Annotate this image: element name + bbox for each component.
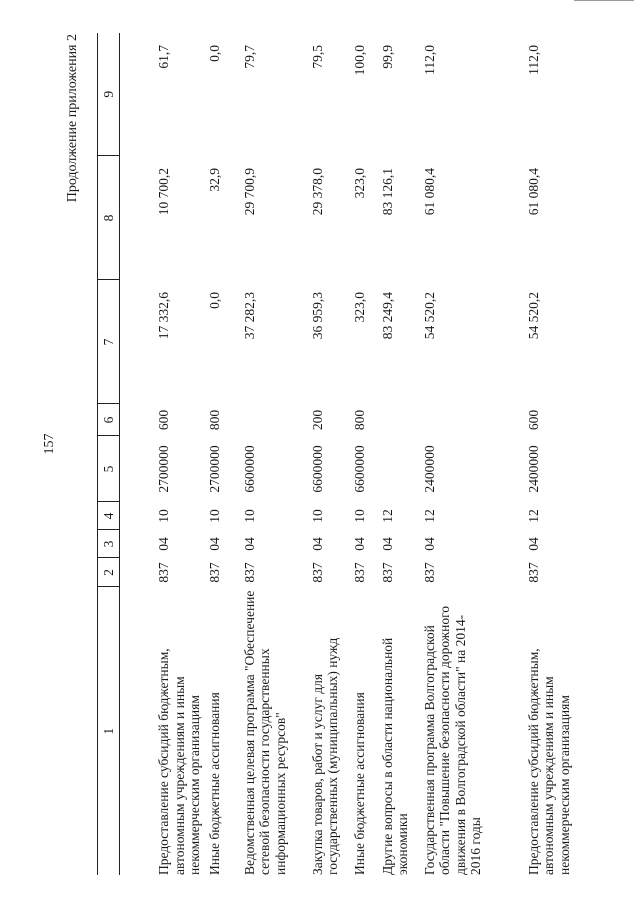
row-name: Иные бюджетные ассигнования: [351, 692, 367, 875]
col-8-value: 61 080,4: [421, 168, 437, 216]
col-6-value: 800: [351, 409, 367, 431]
col-3-value: 04: [241, 537, 257, 551]
col-6-value: 800: [206, 409, 222, 431]
col-3-value: 04: [421, 537, 437, 551]
col-8-value: 29 700,9: [241, 168, 257, 216]
table-row: [205, 33, 240, 875]
col-7-value: 17 332,6: [156, 292, 171, 340]
col-4-value: 12: [525, 509, 541, 523]
col-5-value: 6600000: [351, 445, 367, 493]
col-2-value: 837: [379, 562, 395, 583]
header-col-2: 2: [98, 558, 120, 587]
col-3-value: 04: [525, 537, 541, 551]
col-5-value: 2700000: [206, 445, 222, 493]
col-6-value: 600: [156, 409, 171, 431]
col-9-value: 112,0: [421, 45, 437, 75]
header-col-1: 1: [98, 587, 120, 875]
col-3-value: 04: [351, 537, 367, 551]
row-name: Другие вопросы в области национальной экономики: [379, 637, 410, 875]
table-row: [524, 33, 576, 875]
row-name: Закупка товаров, работ и услуг для государственных (муниципальных) нужд: [309, 637, 340, 875]
col-5-value: 2700000: [156, 445, 171, 493]
row-name: Иные бюджетные ассигнования: [206, 692, 222, 875]
col-2-value: 837: [206, 562, 222, 583]
col-5-value: 2400000: [525, 445, 541, 493]
col-4-value: 10: [351, 509, 367, 523]
row-name: Предоставление субсидий бюджетным, автономным учреждениям и иным некоммерческим организациям: [156, 648, 202, 875]
col-3-value: 04: [379, 537, 395, 551]
col-7-value: 37 282,3: [241, 292, 257, 340]
col-5-value: [378, 436, 420, 502]
col-4-value: 10: [156, 509, 171, 523]
col-5-value: 6600000: [241, 445, 257, 493]
col-8-value: 323,0: [351, 168, 367, 199]
col-3-value: 04: [156, 537, 171, 551]
col-7-value: 323,0: [351, 292, 367, 323]
table-row: [308, 33, 350, 875]
header-col-7: 7: [98, 280, 120, 404]
col-6-value: 200: [309, 409, 325, 431]
row-name: Ведомственная целевая программа "Обеспечение сетевой безопасности государственных информационных ресурсов": [241, 590, 288, 875]
budget-table: [97, 33, 576, 875]
col-5-value: 6600000: [309, 445, 325, 493]
col-3-value: 04: [206, 537, 222, 551]
table-row: [350, 33, 378, 875]
col-6-value: [378, 404, 420, 436]
scan-edge: [574, 0, 634, 4]
col-7-value: 83 249,4: [379, 292, 395, 340]
col-8-value: 32,9: [206, 168, 222, 192]
col-4-value: 10: [241, 509, 257, 523]
table-row: [240, 33, 308, 875]
col-4-value: 12: [379, 509, 395, 523]
header-col-3: 3: [98, 530, 120, 558]
col-9-value: 0,0: [206, 45, 222, 62]
col-8-value: 29 378,0: [309, 168, 325, 216]
col-3-value: 04: [309, 537, 325, 551]
col-4-value: 10: [206, 509, 222, 523]
header-col-6: 6: [98, 404, 120, 436]
col-9-value: 99,9: [379, 45, 395, 69]
table-row: [134, 33, 205, 875]
rotated-page-content: [15, 15, 625, 890]
col-2-value: 837: [241, 562, 257, 583]
col-7-value: 54 520,2: [525, 292, 541, 340]
page-number: 157: [42, 433, 57, 455]
col-9-value: 112,0: [525, 45, 541, 75]
col-6-value: 600: [525, 409, 541, 431]
col-6-value: [240, 404, 308, 436]
col-2-value: 837: [421, 562, 437, 583]
col-4-value: 12: [421, 509, 437, 523]
col-2-value: 837: [309, 562, 325, 583]
col-9-value: 79,5: [309, 45, 325, 69]
header-col-5: 5: [98, 436, 120, 502]
col-9-value: 61,7: [156, 45, 171, 69]
col-2-value: 837: [156, 562, 171, 583]
col-8-value: 83 126,1: [379, 168, 395, 216]
col-6-value: [420, 404, 524, 436]
col-4-value: 10: [309, 509, 325, 523]
appendix-caption: Продолжение приложения 2: [65, 34, 80, 203]
table-row: [378, 33, 420, 875]
col-9-value: 79,7: [241, 45, 257, 69]
row-name: Предоставление субсидий бюджетным, автономным учреждениям и иным некоммерческим организациям: [525, 648, 572, 875]
row-name: Государственная программа Волгоградской области "Повышение безопасности дорожного движения в Волгоградской области" на 2014-2016 годы: [421, 605, 483, 875]
header-col-8: 8: [98, 156, 120, 280]
col-9-value: 100,0: [351, 45, 367, 76]
col-2-value: 837: [525, 562, 541, 583]
col-7-value: 54 520,2: [421, 292, 437, 340]
header-col-9: 9: [98, 33, 120, 156]
col-8-value: 61 080,4: [525, 168, 541, 216]
col-7-value: 0,0: [206, 292, 222, 309]
table-row: [420, 33, 524, 875]
col-7-value: 36 959,3: [309, 292, 325, 340]
header-row: [98, 33, 120, 875]
col-5-value: 2400000: [421, 445, 437, 493]
col-2-value: 837: [351, 562, 367, 583]
header-col-4: 4: [98, 502, 120, 530]
col-8-value: 10 700,2: [156, 168, 171, 216]
